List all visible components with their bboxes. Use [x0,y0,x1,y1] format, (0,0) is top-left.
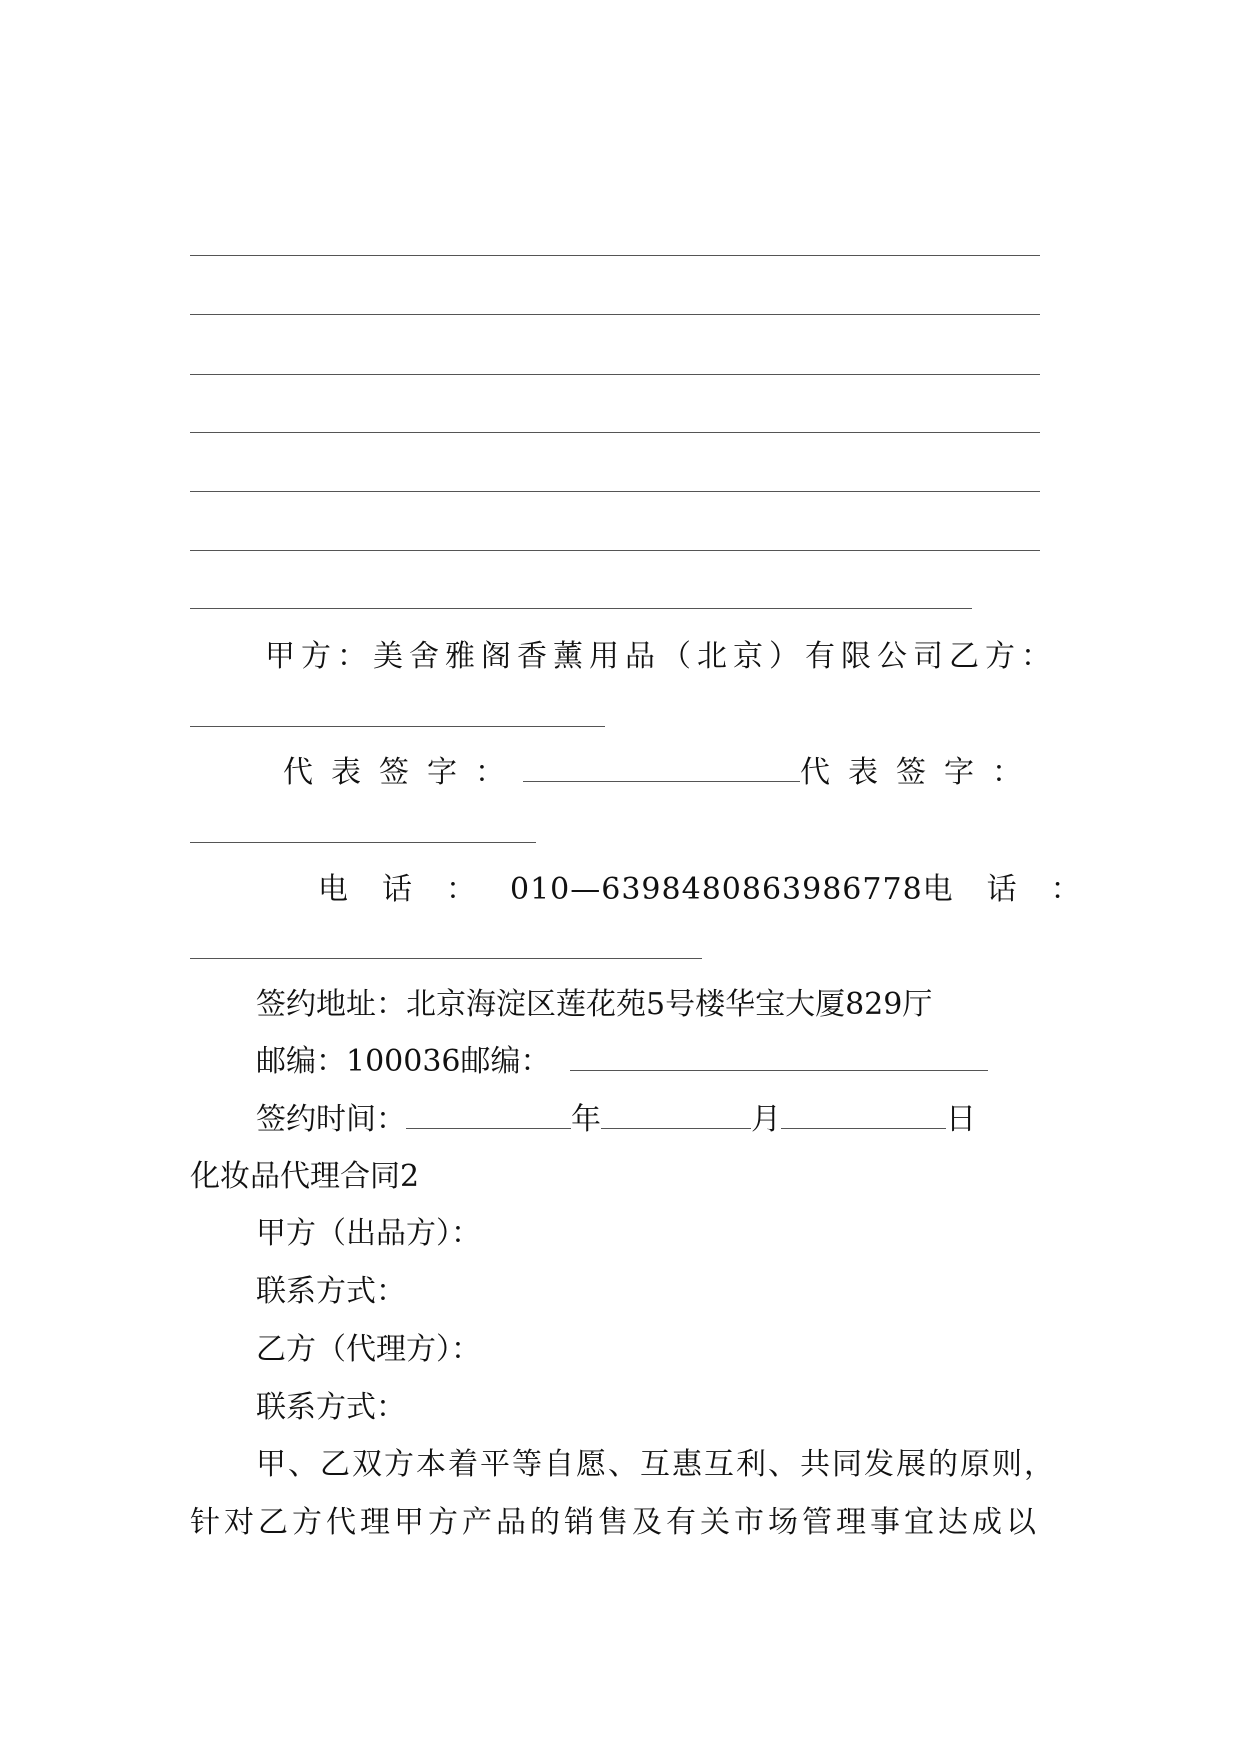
year-blank [406,1102,571,1129]
month-blank [601,1102,751,1129]
party-a-text: 甲方：美舍雅阁香薰用品（北京）有限公司乙方： [265,639,1057,674]
sign-date-line [256,1100,976,1140]
signature-blank-b [190,842,536,843]
blank-rule [190,608,972,609]
representative-line [283,753,1040,793]
day-blank [781,1102,946,1129]
party-b-blank [190,726,605,727]
postal-text: 邮编：100036邮编： [256,1044,551,1079]
party-a-line [265,637,1057,677]
contract2-contact-b: 联系方式： [256,1390,406,1425]
blank-rule [190,314,1040,315]
phone-line [318,870,1115,910]
day-label: 日 [946,1102,976,1137]
signature-blank-a [523,755,800,782]
contract2-paragraph-line2: 针对乙方代理甲方产品的销售及有关市场管理事宜达成以 [190,1505,1040,1540]
representative-label-b: 代表签字： [800,755,1040,790]
blank-rule [190,550,1040,551]
phone-blank-b [190,958,702,959]
postal-line [256,1042,988,1082]
sign-date-label: 签约时间： [256,1102,406,1137]
year-label: 年 [571,1102,601,1137]
contract2-paragraph-line1: 甲、乙双方本着平等自愿、互惠互利、共同发展的原则， [256,1447,1056,1482]
postal-blank-b [570,1044,988,1071]
blank-rule [190,491,1040,492]
representative-label-a: 代表签字： [283,755,523,790]
address-line: 签约地址：北京海淀区莲花苑5号楼华宝大厦829厅 [256,987,933,1022]
phone-label-a: 电话： [318,872,510,907]
phone-label-b: 电话： [922,872,1115,907]
contract2-party-a: 甲方（出品方）： [256,1216,481,1251]
contract2-contact-a: 联系方式： [256,1274,406,1309]
month-label: 月 [751,1102,781,1137]
contract2-title: 化妆品代理合同2 [190,1159,420,1194]
contract2-party-b: 乙方（代理方）： [256,1332,481,1367]
phone-number-a: 010—6398480863986778 [510,872,923,907]
blank-rule [190,374,1040,375]
blank-rule [190,255,1040,256]
blank-rule [190,432,1040,433]
